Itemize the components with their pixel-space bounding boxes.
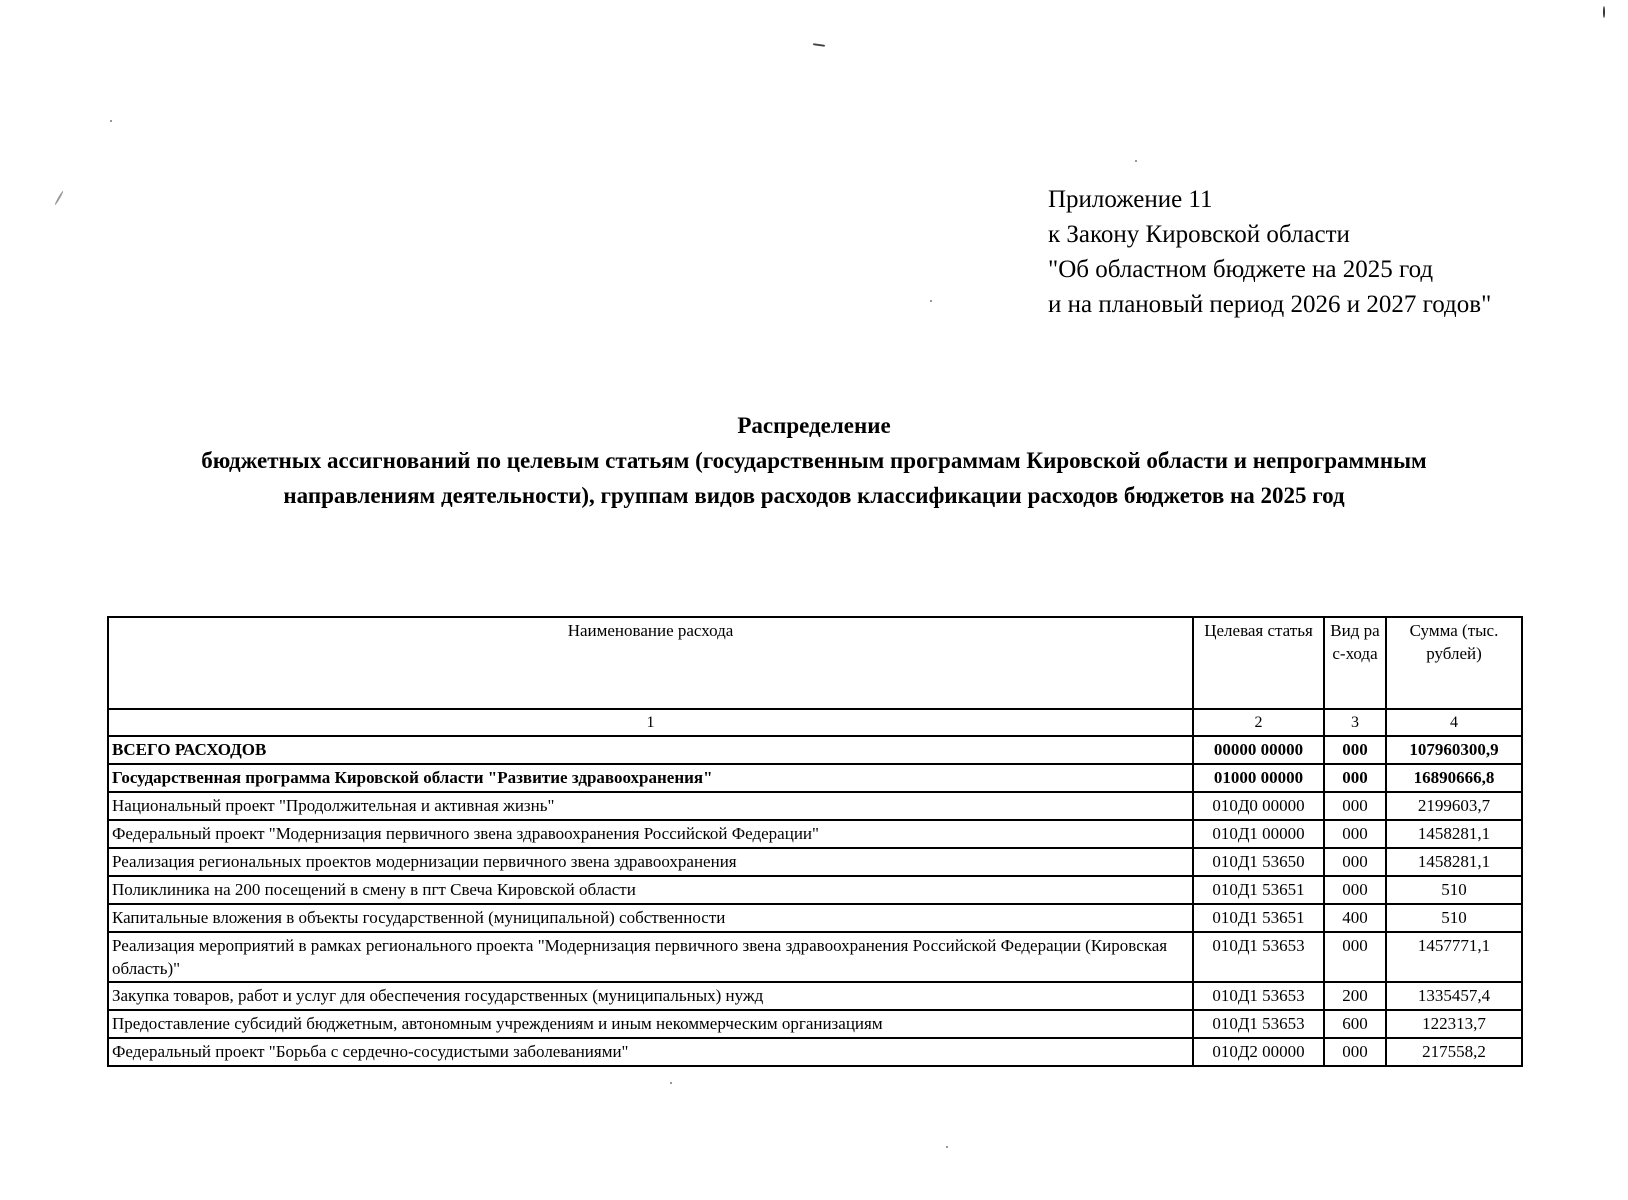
table-row	[108, 820, 1522, 848]
header-sum: Сумма (тыс. рублей)	[1386, 617, 1522, 709]
row-name-cell: Государственная программа Кировской области "Развитие здравоохранения"	[108, 764, 1193, 792]
row-sum-cell: 16890666,8	[1386, 764, 1522, 792]
table-row	[108, 848, 1522, 876]
scan-speck	[1135, 160, 1137, 162]
title-line: бюджетных ассигнований по целевым статьям (государственным программам Кировской области и непрограммным	[201, 448, 1427, 473]
table-row	[108, 932, 1522, 982]
row-kind-cell: 000	[1324, 820, 1386, 848]
row-code-cell: 010Д1 53651	[1193, 904, 1324, 932]
scan-speck	[670, 1082, 672, 1084]
column-number: 3	[1324, 709, 1386, 736]
table-row	[108, 876, 1522, 904]
row-kind-cell: 000	[1324, 792, 1386, 820]
row-sum-cell: 1458281,1	[1386, 820, 1522, 848]
table-row	[108, 1038, 1522, 1066]
row-kind-cell: 000	[1324, 1038, 1386, 1066]
appendix-line: Приложение 11	[1048, 186, 1213, 213]
row-kind-cell: 000	[1324, 848, 1386, 876]
row-kind-cell: 000	[1324, 764, 1386, 792]
row-code-cell: 010Д0 00000	[1193, 792, 1324, 820]
table-row	[108, 1010, 1522, 1038]
title-line: Распределение	[737, 413, 891, 438]
scan-speck	[110, 120, 112, 122]
title-line: направлениям деятельности), группам видов расходов классификации расходов бюджетов на 2025 год	[283, 483, 1345, 508]
header-name: Наименование расхода	[108, 617, 1193, 709]
appendix-note	[1048, 182, 1491, 322]
row-name-cell: Предоставление субсидий бюджетным, автономным учреждениям и иным некоммерческим организациям	[108, 1010, 1193, 1038]
row-name-cell: Закупка товаров, работ и услуг для обеспечения государственных (муниципальных) нужд	[108, 982, 1193, 1010]
column-number: 4	[1386, 709, 1522, 736]
scan-speck	[1603, 6, 1605, 18]
header-kind: Вид рас-хода	[1324, 617, 1386, 709]
column-number: 1	[108, 709, 1193, 736]
table-row	[108, 764, 1522, 792]
row-code-cell: 010Д1 53653	[1193, 982, 1324, 1010]
row-code-cell: 010Д1 00000	[1193, 820, 1324, 848]
row-name-cell: Капитальные вложения в объекты государственной (муниципальной) собственности	[108, 904, 1193, 932]
row-sum-cell: 510	[1386, 876, 1522, 904]
row-kind-cell: 400	[1324, 904, 1386, 932]
row-kind-cell: 000	[1324, 736, 1386, 764]
appendix-line: "Об областном бюджете на 2025 год	[1048, 256, 1434, 283]
table-row	[108, 982, 1522, 1010]
table-row	[108, 736, 1522, 764]
row-kind-cell: 600	[1324, 1010, 1386, 1038]
scan-speck	[813, 43, 825, 47]
row-sum-cell: 1457771,1	[1386, 932, 1522, 982]
row-sum-cell: 107960300,9	[1386, 736, 1522, 764]
table-header-row	[108, 617, 1522, 709]
appendix-line: к Закону Кировской области	[1048, 221, 1350, 248]
column-number-row	[108, 709, 1522, 736]
row-name-cell: Реализация региональных проектов модернизации первичного звена здравоохранения	[108, 848, 1193, 876]
row-sum-cell: 1458281,1	[1386, 848, 1522, 876]
scan-speck	[54, 191, 64, 206]
row-name-cell: Национальный проект "Продолжительная и активная жизнь"	[108, 792, 1193, 820]
appendix-line: и на плановый период 2026 и 2027 годов"	[1048, 291, 1492, 318]
header-code: Целевая статья	[1193, 617, 1324, 709]
row-name-cell: Федеральный проект "Модернизация первичного звена здравоохранения Российской Федерации"	[108, 820, 1193, 848]
table-body	[108, 736, 1522, 1066]
budget-table	[107, 616, 1523, 1067]
row-code-cell: 010Д1 53653	[1193, 1010, 1324, 1038]
row-code-cell: 010Д1 53653	[1193, 932, 1324, 982]
column-number: 2	[1193, 709, 1324, 736]
scan-speck	[930, 300, 932, 302]
row-sum-cell: 217558,2	[1386, 1038, 1522, 1066]
row-code-cell: 00000 00000	[1193, 736, 1324, 764]
row-name-cell: Федеральный проект "Борьба с сердечно-сосудистыми заболеваниями"	[108, 1038, 1193, 1066]
row-code-cell: 010Д1 53651	[1193, 876, 1324, 904]
row-name-cell: ВСЕГО РАСХОДОВ	[108, 736, 1193, 764]
row-name-cell: Поликлиника на 200 посещений в смену в пгт Свеча Кировской области	[108, 876, 1193, 904]
row-sum-cell: 1335457,4	[1386, 982, 1522, 1010]
document-title	[100, 408, 1528, 513]
table-row	[108, 792, 1522, 820]
row-code-cell: 01000 00000	[1193, 764, 1324, 792]
scan-speck	[946, 1146, 948, 1148]
row-kind-cell: 200	[1324, 982, 1386, 1010]
row-kind-cell: 000	[1324, 876, 1386, 904]
row-sum-cell: 510	[1386, 904, 1522, 932]
table-row	[108, 904, 1522, 932]
row-sum-cell: 122313,7	[1386, 1010, 1522, 1038]
row-name-cell: Реализация мероприятий в рамках регионального проекта "Модернизация первичного звена здравоохранения Российской Федерации (Кировская область)"	[108, 932, 1193, 982]
row-code-cell: 010Д1 53650	[1193, 848, 1324, 876]
row-sum-cell: 2199603,7	[1386, 792, 1522, 820]
row-code-cell: 010Д2 00000	[1193, 1038, 1324, 1066]
row-kind-cell: 000	[1324, 932, 1386, 982]
